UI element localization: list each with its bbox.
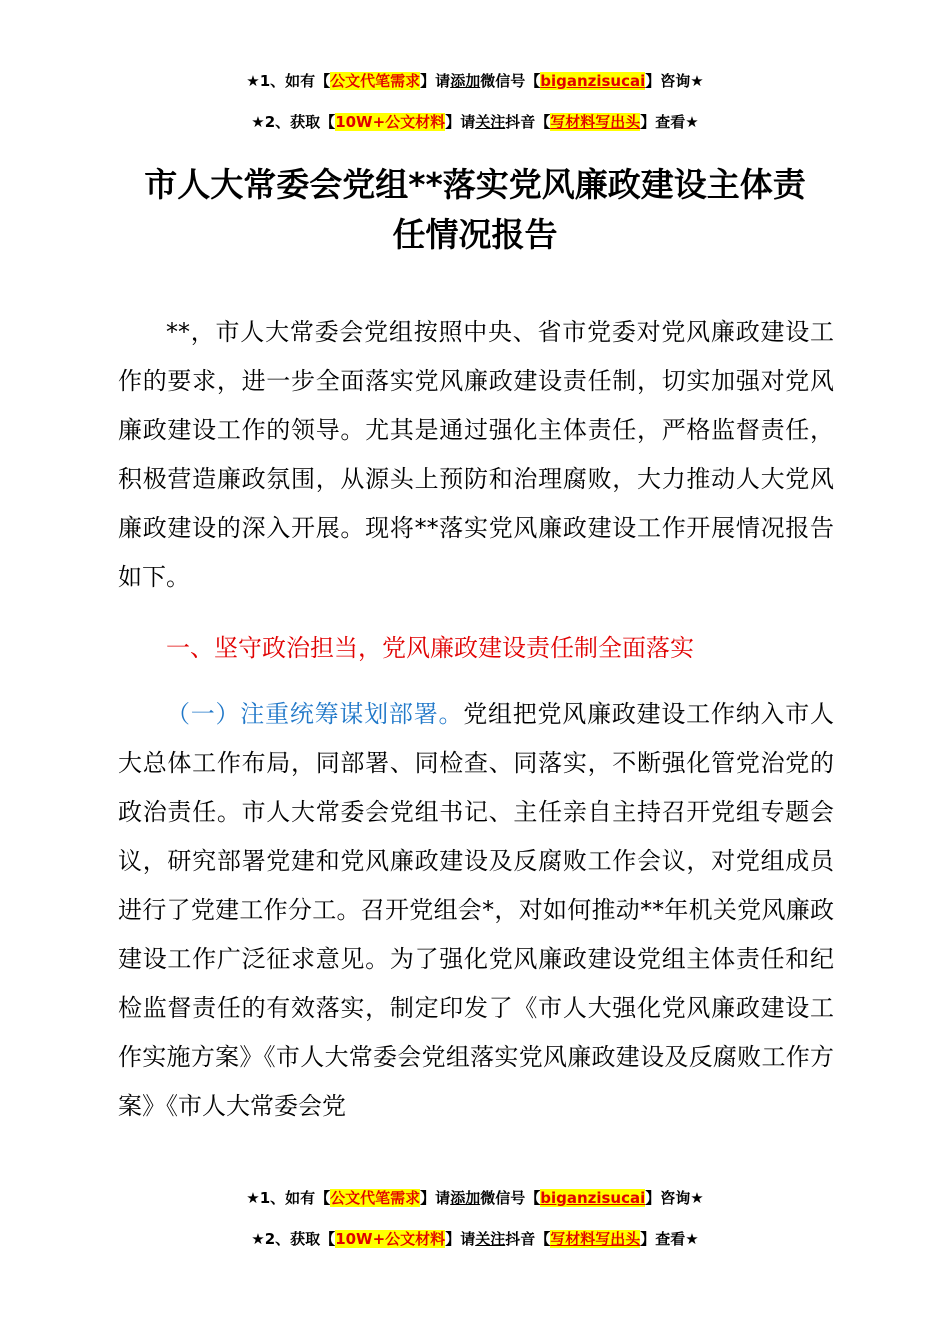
banner-underline: 添加 xyxy=(450,72,481,90)
subsection-body: 党组把党风廉政建设工作纳入市人大总体工作布局，同部署、同检查、同落实，不断强化管党治党的政治责任。市人大常委会党组书记、主任亲自主持召开党组专题会议，研究部署党建和党风廉政建设及反腐败工作会议，对党组成员进行了党建工作分工。召开党组会*，对如何推动**年机关党风廉政建设工作广泛征求意见。为了强化党风廉政建设党组主体责任和纪检监督责任的有效落实，制定印发了《市人大强化党风廉政建设工作实施方案》《市人大常委会党组落实党风廉政建设及反腐败工作方案》《市人大常委会党 xyxy=(118,700,835,1120)
banner-text: ★2、获取【 xyxy=(251,113,336,131)
banner-underline: 关注 xyxy=(475,1230,506,1248)
title-line: 市人大常委会党组**落实党风廉政建设主体责 xyxy=(144,165,806,204)
banner-wechat-id: biganzisucai xyxy=(540,1189,646,1207)
banner-text: ★2、获取【 xyxy=(251,1230,336,1248)
footer-banner-line-1 xyxy=(0,1187,950,1209)
banner-text: ★1、如有【 xyxy=(246,1189,331,1207)
banner-text: 】请 xyxy=(445,113,476,131)
banner-highlight: 10W+公文材料 xyxy=(335,113,446,131)
banner-highlight: 10W+公文材料 xyxy=(335,1230,446,1248)
document-title xyxy=(100,160,850,260)
banner-text: 】请 xyxy=(445,1230,476,1248)
banner-text: ★1、如有【 xyxy=(246,72,331,90)
banner-highlight: 公文代笔需求 xyxy=(330,1189,421,1207)
banner-text: 微信号【 xyxy=(480,1189,541,1207)
banner-wechat-id: biganzisucai xyxy=(540,72,646,90)
title-line: 任情况报告 xyxy=(392,215,558,254)
header-banner-line-1 xyxy=(0,70,950,92)
banner-highlight: 公文代笔需求 xyxy=(330,72,421,90)
banner-text: 】查看★ xyxy=(640,113,699,131)
subsection-paragraph xyxy=(118,690,834,1131)
banner-text: 】请 xyxy=(420,1189,451,1207)
subsection-heading: （一）注重统筹谋划部署。 xyxy=(166,700,464,728)
banner-text: 抖音【 xyxy=(505,113,551,131)
banner-text: 】咨询★ xyxy=(645,72,704,90)
banner-underline: 关注 xyxy=(475,113,506,131)
header-banner-line-2 xyxy=(0,111,950,133)
banner-underline: 添加 xyxy=(450,1189,481,1207)
banner-text: 微信号【 xyxy=(480,72,541,90)
banner-text: 】请 xyxy=(420,72,451,90)
footer-banner-line-2 xyxy=(0,1228,950,1250)
banner-text: 】查看★ xyxy=(640,1230,699,1248)
banner-douyin-id: 写材料写出头 xyxy=(550,1230,641,1248)
banner-douyin-id: 写材料写出头 xyxy=(550,113,641,131)
banner-text: 抖音【 xyxy=(505,1230,551,1248)
section-heading: 一、坚守政治担当，党风廉政建设责任制全面落实 xyxy=(166,634,694,662)
intro-paragraph: **，市人大常委会党组按照中央、省市党委对党风廉政建设工作的要求，进一步全面落实党风廉政建设责任制，切实加强对党风廉政建设工作的领导。尤其是通过强化主体责任，严格监督责任，积极营造廉政氛围，从源头上预防和治理腐败，大力推动人大党风廉政建设的深入开展。现将**落实党风廉政建设工作开展情况报告如下。 xyxy=(118,318,834,591)
banner-text: 】咨询★ xyxy=(645,1189,704,1207)
